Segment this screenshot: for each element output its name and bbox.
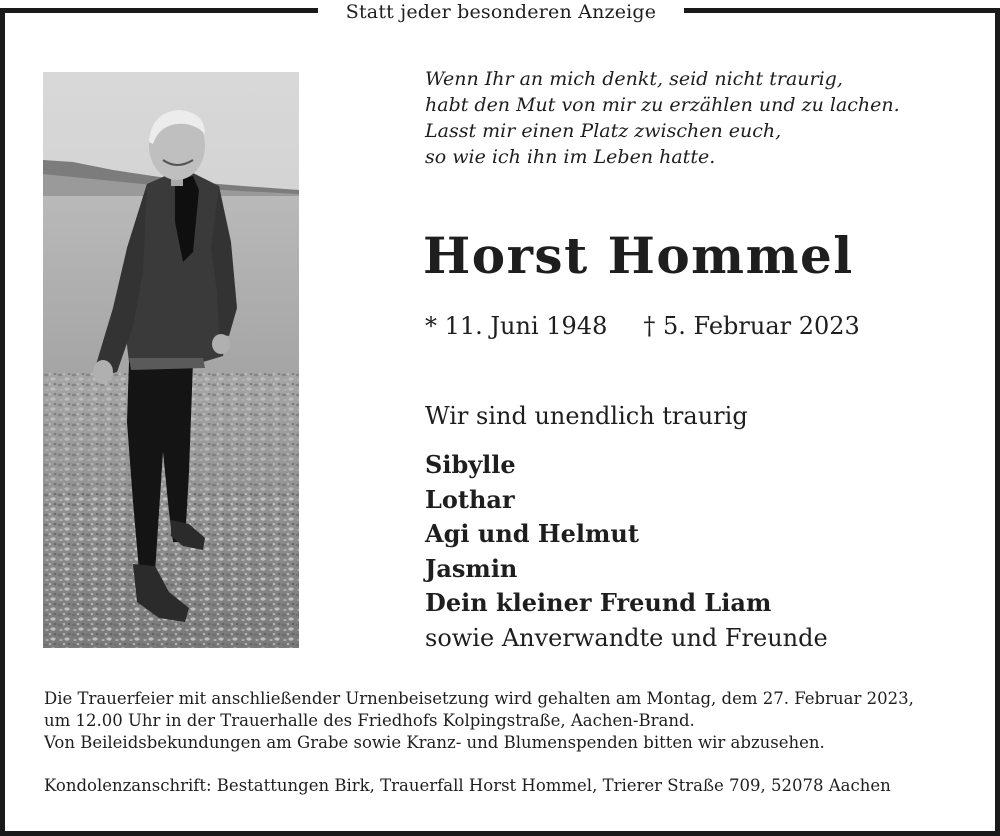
mourner-name: Sibylle [425, 450, 516, 479]
details-line: um 12.00 Uhr in der Trauerhalle des Friedhofs Kolpingstraße, Aachen-Brand. [44, 711, 695, 730]
deceased-name: Horst Hommel [423, 226, 854, 285]
poem-line: so wie ich ihn im Leben hatte. [425, 146, 716, 168]
condolence-address: Kondolenzanschrift: Bestattungen Birk, Trauerfall Horst Hommel, Trierer Straße 709, 52078 Aachen [44, 776, 891, 795]
details-line: Von Beileidsbekundungen am Grabe sowie Kranz- und Blumenspenden bitten wir abzusehen. [44, 733, 825, 752]
mourner-name: Agi und Helmut [425, 519, 639, 548]
header-text: Statt jeder besonderen Anzeige [345, 1, 657, 23]
mourner-name: Jasmin [425, 553, 518, 583]
poem [425, 66, 945, 170]
mourning-intro: Wir sind unendlich traurig [425, 402, 748, 430]
birth-date: * 11. Juni 1948 [425, 312, 608, 340]
funeral-details [44, 688, 974, 754]
mourner-name: Dein kleiner Freund Liam [425, 588, 772, 617]
mourners-list [425, 448, 828, 655]
poem-line: Lasst mir einen Platz zwischen euch, [425, 120, 782, 142]
mourner-name: Lothar [425, 484, 515, 514]
mourners-closing: sowie Anverwandte und Freunde [425, 623, 828, 652]
poem-line: habt den Mut von mir zu erzählen und zu lachen. [425, 94, 900, 116]
death-date: † 5. Februar 2023 [643, 312, 860, 340]
top-rule-left [0, 8, 318, 13]
poem-line: Wenn Ihr an mich denkt, seid nicht traurig, [425, 68, 843, 90]
top-rule-right [684, 8, 1000, 13]
portrait-photo [43, 72, 299, 648]
details-line: Die Trauerfeier mit anschließender Urnenbeisetzung wird gehalten am Montag, dem 27. Februar 2023, [44, 689, 914, 708]
life-dates [425, 310, 860, 342]
